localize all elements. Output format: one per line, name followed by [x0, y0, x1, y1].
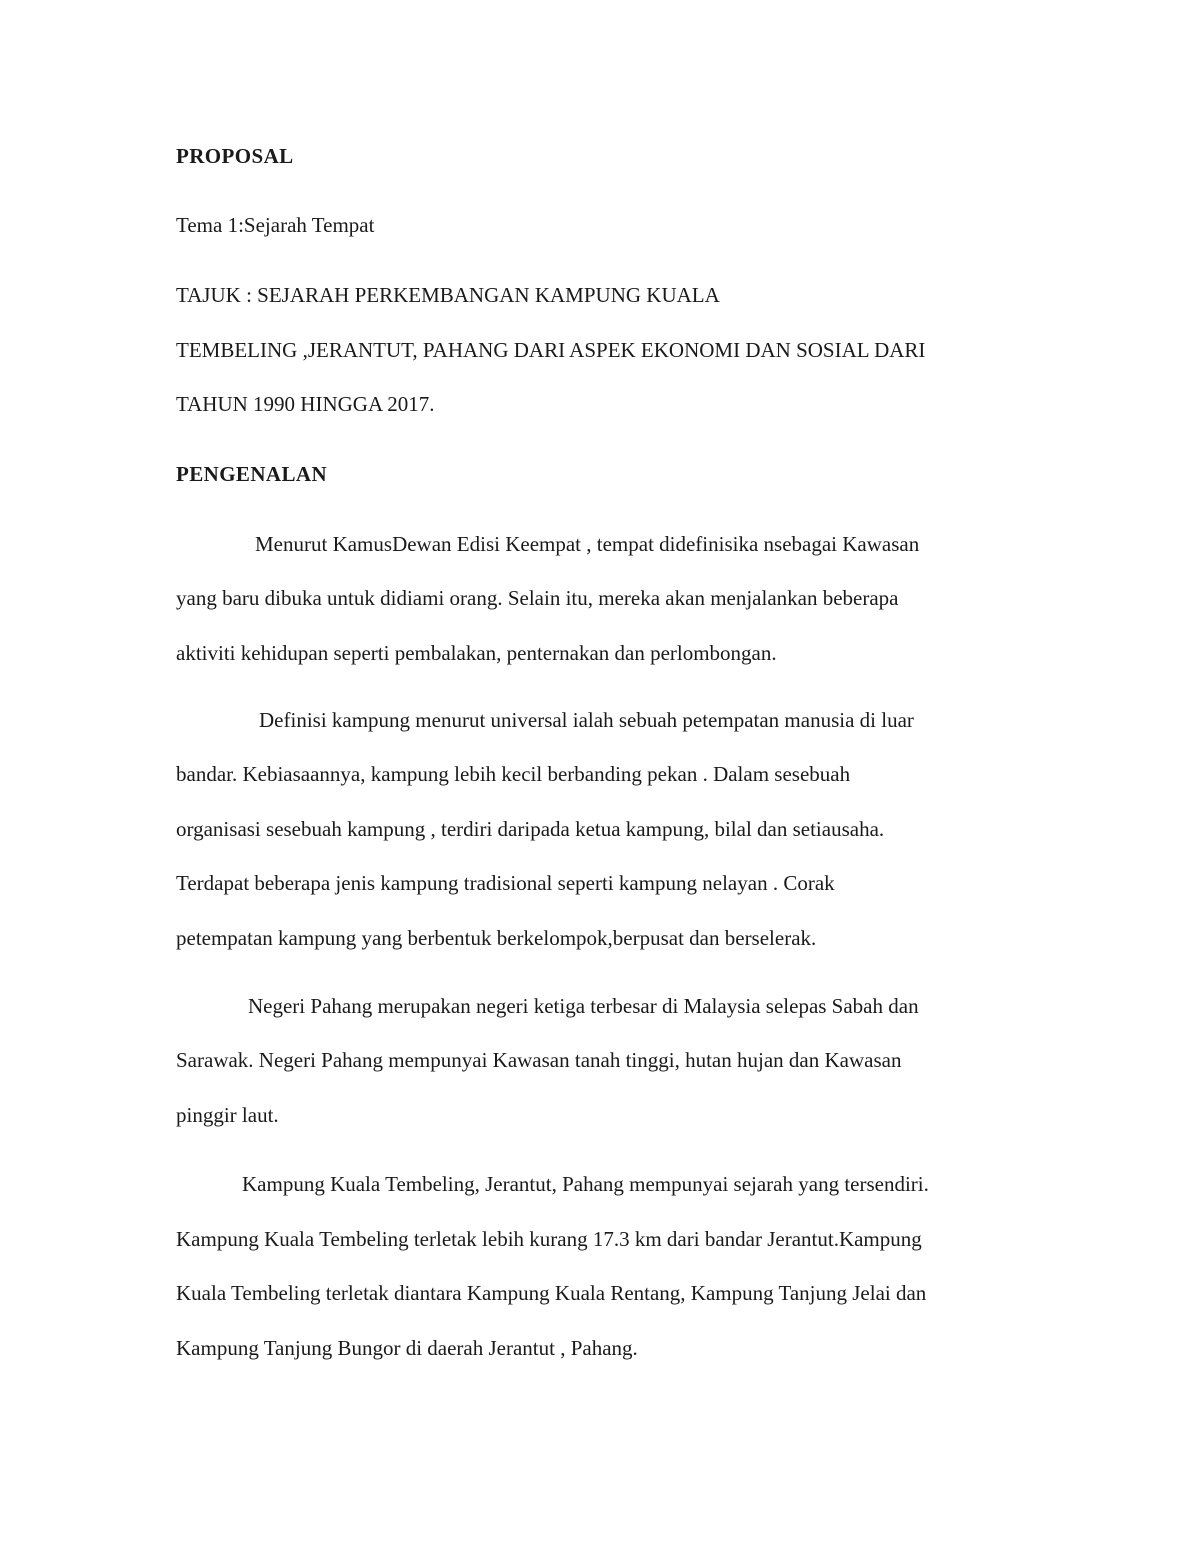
paragraph-4-line-1: Kampung Kuala Tembeling, Jerantut, Pahang mempunyai sejarah yang tersendiri.: [242, 1172, 929, 1196]
paragraph-2-line-5: petempatan kampung yang berbentuk berkelompok,berpusat dan berselerak.: [176, 926, 817, 950]
paragraph-1-line-3: aktiviti kehidupan seperti pembalakan, penternakan dan perlombongan.: [176, 641, 777, 665]
tajuk-line-2: TEMBELING ,JERANTUT, PAHANG DARI ASPEK EKONOMI DAN SOSIAL DARI: [176, 338, 926, 362]
tajuk-line-3: TAHUN 1990 HINGGA 2017.: [176, 392, 435, 416]
paragraph-2-line-4: Terdapat beberapa jenis kampung tradisional seperti kampung nelayan . Corak: [176, 871, 835, 895]
paragraph-2-line-1: Definisi kampung menurut universal ialah sebuah petempatan manusia di luar: [259, 708, 914, 732]
paragraph-3-line-2: Sarawak. Negeri Pahang mempunyai Kawasan tanah tinggi, hutan hujan dan Kawasan: [176, 1048, 902, 1072]
document-heading: PROPOSAL: [176, 144, 294, 168]
paragraph-2-line-3: organisasi sesebuah kampung , terdiri daripada ketua kampung, bilal dan setiausaha.: [176, 817, 885, 841]
paragraph-2-line-2: bandar. Kebiasaannya, kampung lebih kecil berbanding pekan . Dalam sesebuah: [176, 762, 851, 786]
paragraph-3-line-1: Negeri Pahang merupakan negeri ketiga terbesar di Malaysia selepas Sabah dan: [248, 994, 919, 1018]
paragraph-1-line-2: yang baru dibuka untuk didiami orang. Selain itu, mereka akan menjalankan beberapa: [176, 586, 899, 610]
tema-line: Tema 1:Sejarah Tempat: [176, 213, 375, 237]
tajuk-line-1: TAJUK : SEJARAH PERKEMBANGAN KAMPUNG KUALA: [176, 283, 720, 307]
section-heading: PENGENALAN: [176, 462, 328, 486]
paragraph-4-line-3: Kuala Tembeling terletak diantara Kampung Kuala Rentang, Kampung Tanjung Jelai dan: [176, 1281, 927, 1305]
paragraph-1-line-1: Menurut KamusDewan Edisi Keempat , tempat didefinisika nsebagai Kawasan: [255, 532, 920, 556]
paragraph-3-line-3: pinggir laut.: [176, 1103, 279, 1127]
paragraph-4-line-2: Kampung Kuala Tembeling terletak lebih kurang 17.3 km dari bandar Jerantut.Kampung: [176, 1227, 922, 1251]
paragraph-4-line-4: Kampung Tanjung Bungor di daerah Jerantut , Pahang.: [176, 1336, 638, 1360]
